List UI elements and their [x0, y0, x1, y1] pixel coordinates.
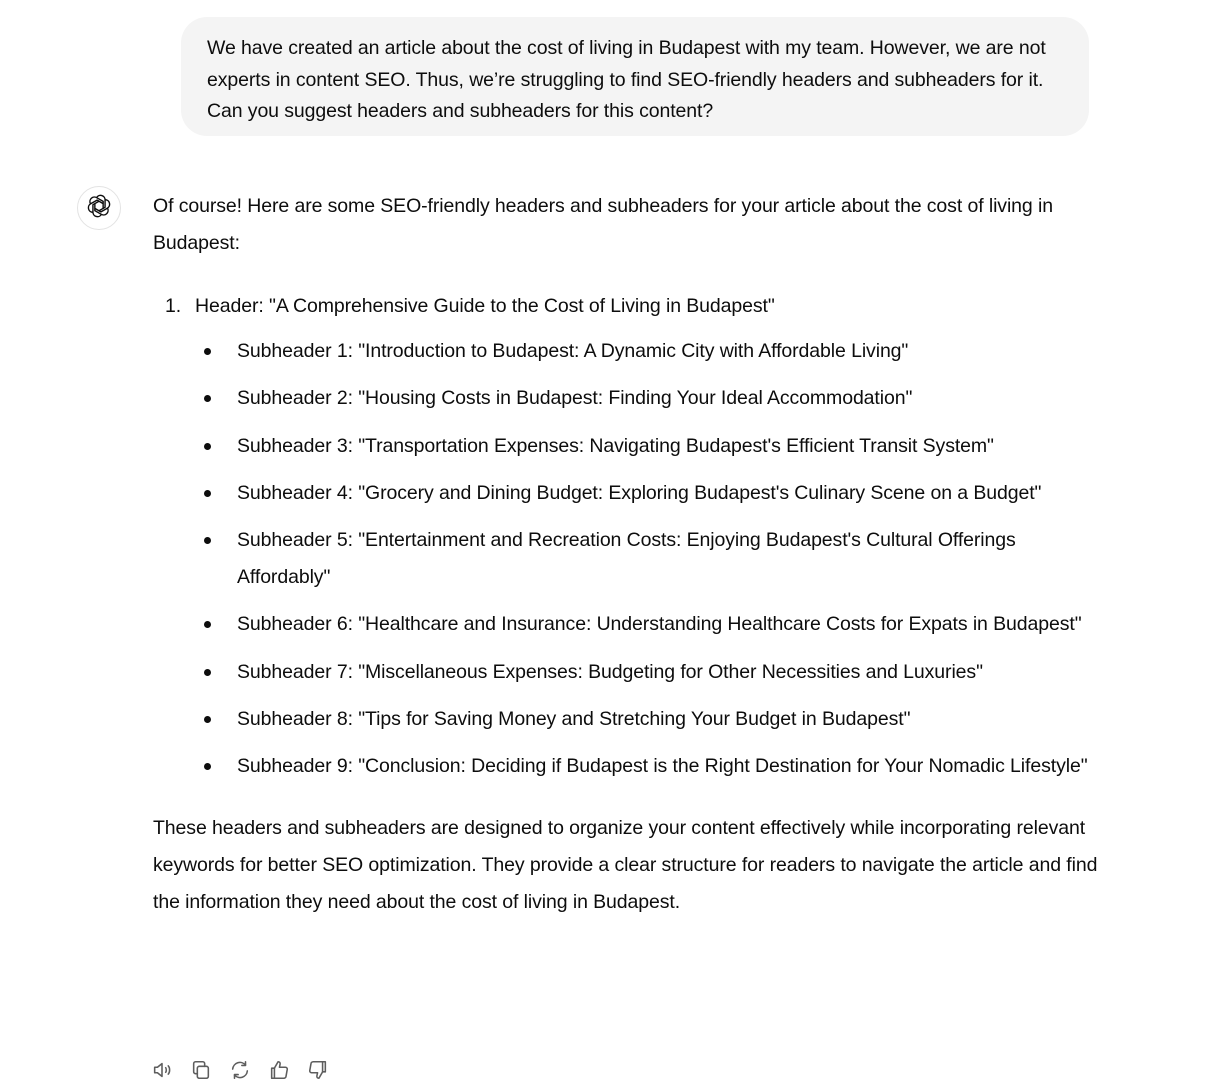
list-item — [153, 475, 1098, 512]
bullet-icon — [204, 669, 211, 676]
list-item — [153, 522, 1098, 596]
subheader-text: Subheader 2: "Housing Costs in Budapest: Finding Your Ideal Accommodation" — [237, 387, 913, 410]
subheader-text: Subheader 6: "Healthcare and Insurance: Understanding Healthcare Costs for Expats in Budapest" — [237, 613, 1082, 636]
list-number: 1. — [165, 295, 182, 317]
bullet-icon — [204, 621, 211, 628]
regenerate-icon[interactable] — [228, 1058, 252, 1082]
header-text: Header: "A Comprehensive Guide to the Cost of Living in Budapest" — [195, 295, 775, 317]
list-item — [153, 380, 1098, 417]
list-item — [153, 428, 1098, 465]
bullet-icon — [204, 395, 211, 402]
bullet-icon — [204, 443, 211, 450]
subheader-text: Subheader 7: "Miscellaneous Expenses: Budgeting for Other Necessities and Luxuries" — [237, 660, 983, 683]
user-message-bubble — [181, 17, 1089, 136]
list-item — [153, 654, 1098, 691]
header-list-item — [153, 288, 1098, 325]
subheader-text: Subheader 4: "Grocery and Dining Budget: Exploring Budapest's Culinary Scene on a Budget" — [237, 481, 1042, 504]
list-item — [153, 701, 1098, 738]
bullet-icon — [204, 763, 211, 770]
thumbs-up-icon[interactable] — [267, 1058, 291, 1082]
bullet-icon — [204, 716, 211, 723]
copy-icon[interactable] — [189, 1058, 213, 1082]
assistant-avatar — [77, 186, 121, 230]
subheader-text: Subheader 5: "Entertainment and Recreation Costs: Enjoying Budapest's Cultural Offerings Affordably" — [237, 529, 1016, 589]
read-aloud-icon[interactable] — [150, 1058, 174, 1082]
list-item — [153, 606, 1098, 643]
subheader-list — [153, 333, 1098, 785]
thumbs-down-icon[interactable] — [306, 1058, 330, 1082]
list-item — [153, 748, 1098, 785]
openai-logo-icon — [86, 193, 112, 224]
subheader-text: Subheader 3: "Transportation Expenses: Navigating Budapest's Efficient Transit System" — [237, 434, 994, 457]
bullet-icon — [204, 348, 211, 355]
subheader-text: Subheader 8: "Tips for Saving Money and Stretching Your Budget in Budapest" — [237, 708, 911, 731]
subheader-text: Subheader 1: "Introduction to Budapest: A Dynamic City with Affordable Living" — [237, 340, 909, 362]
bullet-icon — [204, 537, 211, 544]
list-item — [153, 333, 1098, 370]
assistant-intro: Of course! Here are some SEO-friendly headers and subheaders for your article about the cost of living in Budapest: — [153, 195, 1053, 254]
assistant-outro: These headers and subheaders are designed to organize your content effectively while incorporating relevant keywords for better SEO optimization. They provide a clear structure for readers to navigate the article and find the information they need about the cost of living in Budapest. — [153, 817, 1098, 914]
message-actions — [150, 1058, 330, 1082]
bullet-icon — [204, 490, 211, 497]
user-message-text: We have created an article about the cost of living in Budapest with my team. However, we are not experts in content SEO. Thus, we’re struggling to find SEO-friendly headers and subheaders for it. Can you suggest headers and subheaders for this content? — [207, 37, 1046, 122]
assistant-message — [153, 188, 1098, 941]
subheader-text: Subheader 9: "Conclusion: Deciding if Budapest is the Right Destination for Your Nomadic Lifestyle" — [237, 755, 1088, 778]
